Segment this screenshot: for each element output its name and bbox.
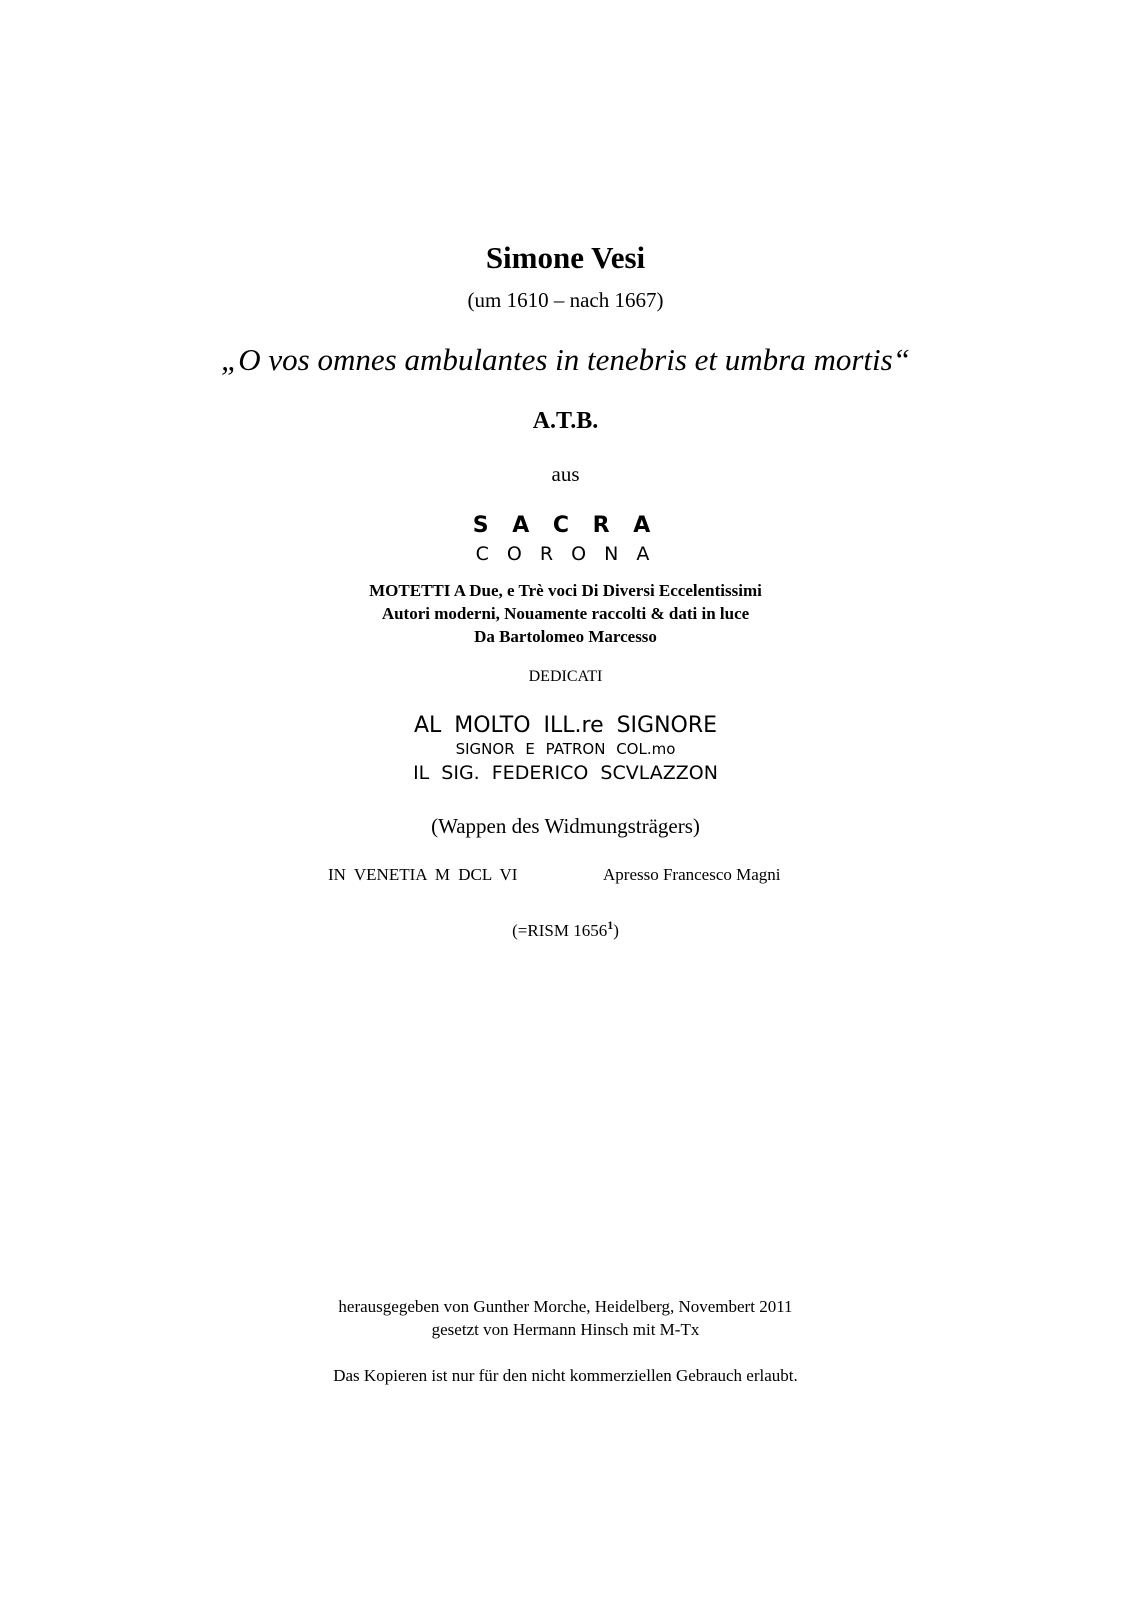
source-description-line: MOTETTI A Due, e Trè voci Di Diversi Eccelentissimi [369, 581, 762, 600]
composer-name: Simone Vesi [485, 240, 646, 275]
rism-reference [0, 918, 1131, 940]
dedication-line: AL MOLTO ILL.re SIGNORE [413, 713, 718, 738]
imprint-printer: Apresso Francesco Magni [603, 865, 781, 884]
imprint-place: IN VENETIA M DCL VI [328, 865, 518, 884]
source-title-corona: C O R O N A [475, 543, 656, 565]
source-description-line: Autori moderni, Nouamente raccolti & dati in luce [381, 604, 750, 623]
dedicati-label: DEDICATI [528, 668, 603, 685]
rism-suffix: ) [613, 921, 619, 940]
dedication-line: SIGNOR E PATRON COL.mo [455, 740, 676, 758]
typesetter-credit: gesetzt von Hermann Hinsch mit M-Tx [431, 1320, 700, 1339]
editor-credit: herausgegeben von Gunther Morche, Heidelberg, Novembert 2011 [338, 1297, 793, 1316]
from-label: aus [551, 462, 580, 486]
voicing: A.T.B. [532, 408, 599, 434]
coat-of-arms-note: (Wappen des Widmungsträgers) [431, 814, 700, 838]
copyright-notice: Das Kopieren ist nur für den nicht kommerziellen Gebrauch erlaubt. [333, 1366, 798, 1385]
rism-superscript: 1 [607, 918, 614, 932]
source-title-sacra: S A C R A [472, 513, 659, 538]
motet-title: „O vos omnes ambulantes in tenebris et umbra mortis“ [221, 342, 910, 377]
source-description-line: Da Bartolomeo Marcesso [474, 627, 657, 646]
rism-prefix: (=RISM 1656 [512, 921, 608, 940]
composer-dates: (um 1610 – nach 1667) [467, 288, 664, 312]
dedication-line: IL SIG. FEDERICO SCVLAZZON [413, 762, 718, 784]
